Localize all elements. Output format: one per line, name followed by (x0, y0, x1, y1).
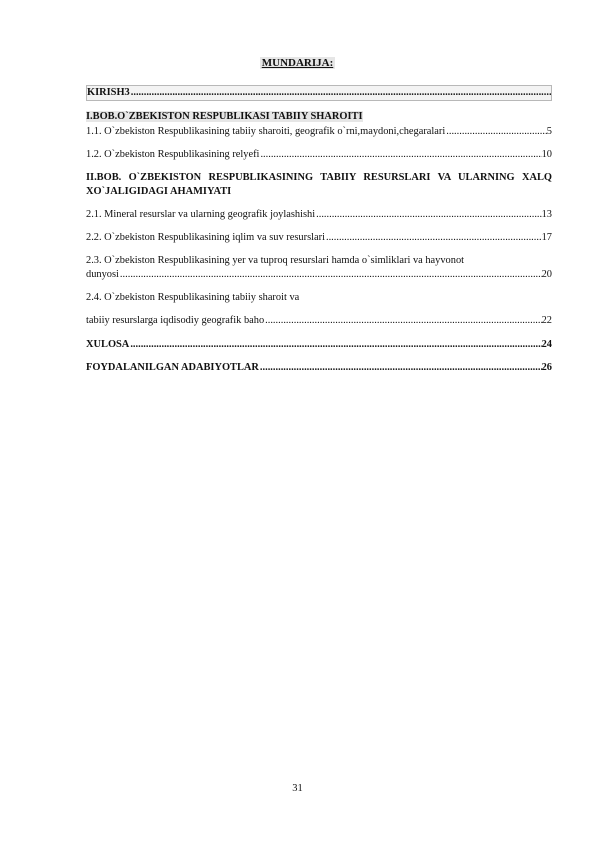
toc-entry[interactable] (86, 361, 552, 375)
toc-entry[interactable] (86, 208, 552, 222)
toc-intro-label: KIRISH (87, 87, 125, 98)
toc-chapter-2-title[interactable]: II.BOB. O`ZBEKISTON RESPUBLIKASINING TABIIY RESURSLARI VA ULARNING XALQ XO`JALIGIDAGI AHAMIYATI (86, 172, 552, 197)
toc-item-2-4-b[interactable] (86, 314, 552, 328)
toc-references[interactable] (86, 361, 552, 375)
toc-item-1-1[interactable] (86, 125, 552, 139)
toc-item-label: dunyosi (86, 269, 119, 280)
toc-item-page: 22 (541, 315, 552, 326)
toc-entry[interactable] (86, 268, 552, 282)
toc-title (0, 57, 595, 69)
toc-item-2-2[interactable] (86, 231, 552, 245)
toc-item-label: 2.1. Mineral resurslar va ularning geografik joylashishi (86, 209, 316, 220)
toc-item-label: 1.1. O`zbekiston Respublikasining tabiiy sharoiti, geografik o`rni,maydoni,chegaralari (86, 126, 446, 137)
toc-item-2-3[interactable] (86, 254, 552, 282)
toc-item-label: XULOSA (86, 339, 130, 350)
toc-item-page: 10 (541, 149, 552, 160)
toc-entry[interactable] (86, 125, 552, 139)
toc-item-page: 5 (546, 126, 552, 137)
toc-leader-dots (260, 361, 542, 375)
toc-leader-dots (131, 86, 551, 100)
toc-entry-intro[interactable] (86, 85, 552, 101)
toc-leader-dots (326, 231, 542, 245)
toc-item-page: 17 (541, 232, 552, 243)
toc-leader-dots (265, 314, 541, 328)
toc-chapter-2[interactable] (86, 171, 552, 199)
toc-item-2-3-line1: 2.3. O`zbekiston Respublikasining yer va tuproq resurslari hamda o`simliklari va hayvonot (86, 255, 465, 266)
toc-leader-dots (260, 148, 541, 162)
toc-entry[interactable] (86, 314, 552, 328)
toc-leader-dots (446, 125, 547, 139)
toc-entry[interactable] (86, 231, 552, 245)
toc-item-page: 24 (541, 339, 552, 350)
toc-item-page: 20 (541, 269, 552, 280)
toc-item-label: tabiiy resurslarga iqdisodiy geografik baho (86, 315, 265, 326)
toc-item-2-1[interactable] (86, 208, 552, 222)
toc-item-1-2[interactable] (86, 148, 552, 162)
toc-item-2-4-line1: 2.4. O`zbekiston Respublikasining tabiiy sharoit va (86, 292, 300, 303)
toc-entry[interactable] (86, 338, 552, 352)
toc-item-2-4[interactable] (86, 291, 552, 305)
toc-chapter-1-title[interactable] (86, 110, 552, 124)
toc-leader-dots (130, 338, 541, 352)
toc-intro-page: 3 (124, 87, 130, 98)
toc-title-text: MUNDARIJA: (261, 57, 334, 69)
toc-item-page: 13 (541, 209, 552, 220)
toc-leader-dots (316, 208, 541, 222)
toc-entry[interactable] (86, 148, 552, 162)
toc-item-label: 2.2. O`zbekiston Respublikasining iqlim va suv resurslari (86, 232, 325, 243)
toc-intro[interactable] (86, 85, 552, 101)
page-number: 31 (292, 783, 303, 794)
toc-leader-dots (120, 268, 542, 282)
toc-chapter-1-title-text: I.BOB.O`ZBEKISTON RESPUBLIKASI TABIIY SHAROITI (86, 111, 363, 122)
toc-item-label: FOYDALANILGAN ADABIYOTLAR (86, 362, 259, 373)
toc-chapter-1[interactable] (86, 110, 552, 124)
toc-item-page: 26 (541, 362, 552, 373)
toc-item-label: 1.2. O`zbekiston Respublikasining relyefi (86, 149, 260, 160)
toc-conclusion[interactable] (86, 338, 552, 352)
